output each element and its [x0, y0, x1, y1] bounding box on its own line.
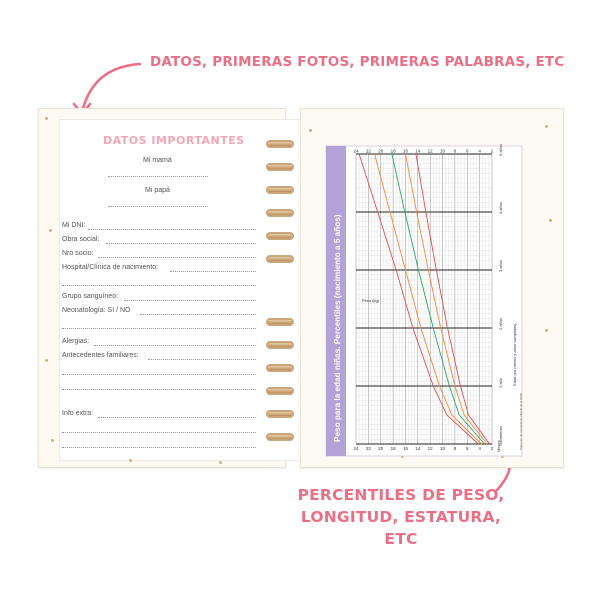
y-tick-label-top: 4	[478, 148, 481, 154]
x-tick-label-year: 4 años	[498, 201, 503, 214]
chart-ylabel: Peso (kg)	[362, 298, 380, 303]
decor-dot	[545, 329, 548, 332]
hospital-field-extra[interactable]	[62, 285, 256, 286]
spiral-ring	[266, 186, 294, 194]
y-tick-label-top: 18	[390, 148, 396, 154]
y-tick-label-bottom: 16	[402, 446, 408, 451]
decor-dot	[49, 229, 52, 232]
y-tick-label-bottom: 2	[490, 446, 494, 451]
spiral-ring	[266, 364, 294, 372]
spiral-ring	[266, 140, 294, 148]
y-tick-label-top: 6	[466, 148, 469, 154]
y-tick-label-top: 24	[353, 148, 359, 154]
info-extra-field-extra-1[interactable]	[62, 432, 256, 433]
bottom-caption-line-2: LONGITUD, ESTATURA, ETC	[300, 508, 502, 548]
top-caption: DATOS, PRIMERAS FOTOS, PRIMERAS PALABRAS, ETC	[150, 54, 565, 70]
y-tick-label-bottom: 24	[353, 446, 359, 451]
y-tick-label-bottom: 6	[466, 446, 469, 451]
spiral-ring	[266, 410, 294, 418]
alergias-field[interactable]	[94, 345, 256, 346]
father-label: Mi papá	[145, 187, 170, 194]
y-tick-label-bottom: 12	[427, 446, 433, 451]
chart-month-label: Meses	[496, 440, 501, 452]
form-title: DATOS IMPORTANTES	[103, 134, 245, 147]
spiral-ring	[266, 163, 294, 171]
y-tick-label-top: 22	[365, 148, 371, 154]
info-extra-label: Info extra:	[62, 410, 94, 417]
chart-footnote: Patrones de crecimiento infantil de la OMS	[519, 393, 523, 450]
spiral-ring	[266, 318, 294, 326]
y-tick-label-top: 2	[490, 148, 494, 154]
x-tick-label-year: Nacimiento	[498, 425, 503, 446]
obra-social-label: Obra social:	[62, 236, 100, 243]
spiral-ring	[266, 232, 294, 240]
decor-dot	[51, 439, 54, 442]
antecedentes-field-extra-2[interactable]	[62, 389, 256, 390]
decor-dot	[309, 129, 312, 132]
mother-field[interactable]	[108, 176, 208, 177]
y-tick-label-bottom: 4	[478, 446, 481, 451]
info-extra-field-extra-2[interactable]	[62, 447, 256, 448]
bottom-caption-line-1: PERCENTILES DE PESO,	[297, 486, 505, 504]
y-tick-label-bottom: 10	[440, 446, 446, 451]
decor-dot	[219, 461, 222, 464]
spiral-ring	[266, 209, 294, 217]
spiral-ring	[266, 341, 294, 349]
y-tick-label-bottom: 20	[378, 446, 384, 451]
y-tick-label-top: 8	[453, 148, 457, 154]
nro-socio-field[interactable]	[98, 257, 256, 258]
decor-dot	[45, 117, 48, 120]
antecedentes-field-extra-1[interactable]	[62, 374, 256, 375]
x-tick-label-year: 3 años	[498, 259, 503, 272]
x-tick-label-year: 2 años	[498, 317, 503, 330]
grupo-sanguineo-label: Grupo sanguíneo:	[62, 293, 119, 300]
obra-social-field[interactable]	[106, 243, 256, 244]
decor-dot	[45, 359, 48, 362]
decor-dot	[129, 459, 132, 462]
nro-socio-label: Nro socio:	[62, 250, 94, 257]
mother-label: Mi mamá	[143, 157, 172, 164]
spiral-ring	[266, 433, 294, 441]
antecedentes-label: Antecedentes familiares:	[62, 352, 139, 359]
growth-chart	[326, 143, 523, 456]
y-tick-label-top: 14	[415, 148, 421, 154]
chart-xlabel: Edad (en meses y años cumplidos)	[512, 323, 517, 386]
chart-title: Peso para la edad niñas. Percentiles (nacimiento a 5 años)	[333, 214, 342, 442]
x-tick-label-year: 1 año	[498, 377, 503, 388]
x-tick-label-year: 5 años	[498, 143, 503, 156]
neonatologia-field-extra[interactable]	[62, 328, 256, 329]
alergias-label: Alergias:	[62, 338, 90, 345]
y-tick-label-bottom: 8	[453, 446, 457, 451]
decor-dot	[545, 125, 548, 128]
info-extra-field[interactable]	[98, 417, 256, 418]
y-tick-label-bottom: 14	[415, 446, 421, 451]
neonatologia-field[interactable]	[140, 314, 256, 315]
y-tick-label-bottom: 18	[390, 446, 396, 451]
y-tick-label-top: 16	[402, 148, 408, 154]
y-tick-label-top: 12	[427, 148, 433, 154]
hospital-label: Hospital/Clínica de nacimiento:	[62, 264, 159, 271]
spiral-ring	[266, 387, 294, 395]
dni-field[interactable]	[88, 229, 256, 230]
neonatologia-label: Neonatología: SI / NO	[62, 307, 131, 314]
y-tick-label-top: 20	[378, 148, 384, 154]
y-tick-label-bottom: 22	[365, 446, 371, 451]
y-tick-label-top: 10	[440, 148, 446, 154]
dni-label: Mi DNI:	[62, 222, 86, 229]
hospital-field[interactable]	[170, 271, 256, 272]
antecedentes-field[interactable]	[148, 359, 256, 360]
father-field[interactable]	[108, 206, 208, 207]
decor-dot	[549, 219, 552, 222]
grupo-sanguineo-field[interactable]	[124, 300, 256, 301]
spiral-ring	[266, 255, 294, 263]
